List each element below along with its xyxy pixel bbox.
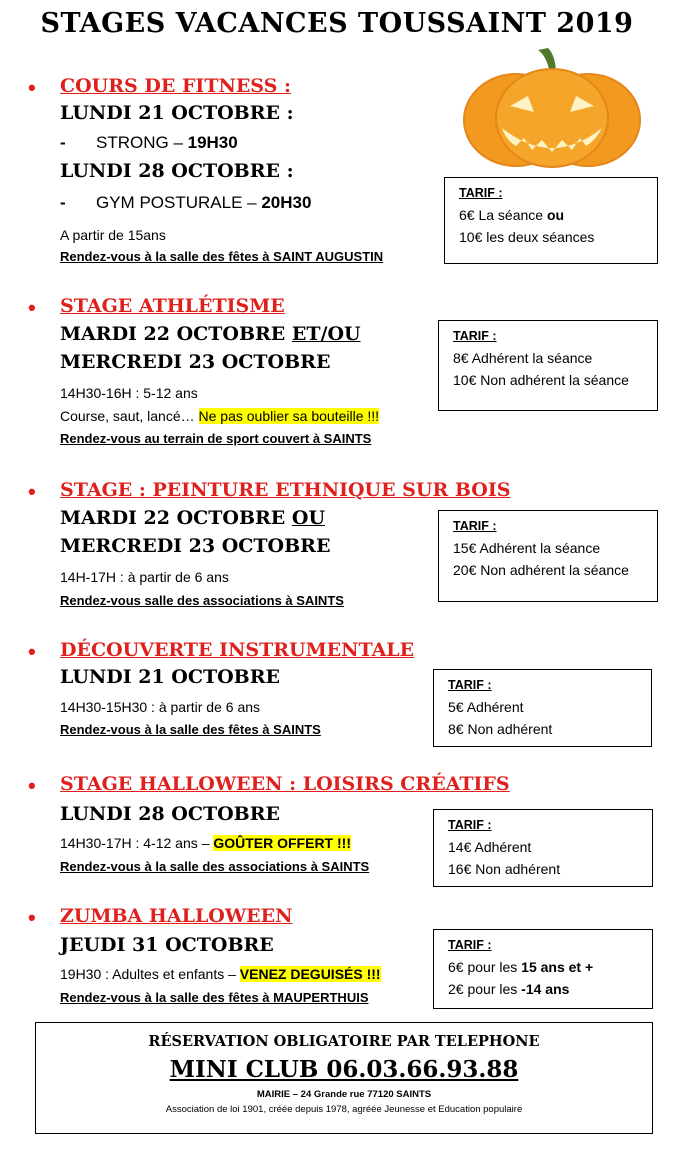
mairie-address: MAIRIE – 24 Grande rue 77120 SAINTS bbox=[256, 1089, 432, 1100]
mini-club-phone[interactable]: MINI CLUB 06.03.66.93.88 bbox=[169, 1056, 519, 1083]
fitness-item-strong: - STRONG – 19H30 bbox=[60, 133, 238, 152]
halloween-heading: STAGE HALLOWEEN : LOISIRS CRÉATIFS bbox=[60, 773, 510, 795]
instrumentale-tarif-box bbox=[433, 669, 652, 747]
bullet-icon: • bbox=[28, 479, 36, 504]
page-title: STAGES VACANCES TOUSSAINT 2019 bbox=[40, 8, 634, 39]
halloween-tarif-box bbox=[433, 809, 653, 887]
zumba-rdv: Rendez-vous à la salle des fêtes à MAUPERTHUIS bbox=[60, 990, 369, 1005]
tarif-line: 2€ pour les -14 ans bbox=[448, 981, 570, 997]
athletisme-heading: STAGE ATHLÉTISME bbox=[60, 295, 285, 317]
peinture-day2: MERCREDI 23 OCTOBRE bbox=[60, 535, 331, 557]
peinture-tarif-box bbox=[438, 510, 658, 602]
fitness-tarif-box bbox=[444, 177, 658, 264]
athletisme-day2: MERCREDI 23 OCTOBRE bbox=[60, 351, 331, 373]
tarif-title: TARIF : bbox=[459, 186, 503, 200]
tarif-line: 10€ Non adhérent la séance bbox=[453, 372, 629, 388]
tarif-title: TARIF : bbox=[448, 678, 492, 692]
bullet-icon: • bbox=[28, 295, 36, 320]
halloween-hours: 14H30-17H : 4-12 ans – GOÛTER OFFERT !!! bbox=[60, 835, 351, 851]
association-info: Association de loi 1901, créée depuis 1978, agréée Jeunesse et Education populaire bbox=[165, 1104, 523, 1115]
reservation-box bbox=[35, 1022, 653, 1134]
peinture-rdv: Rendez-vous salle des associations à SAINTS bbox=[60, 593, 344, 608]
tarif-title: TARIF : bbox=[448, 938, 492, 952]
fitness-day1: LUNDI 21 OCTOBRE : bbox=[60, 102, 294, 124]
tarif-line: 20€ Non adhérent la séance bbox=[453, 562, 629, 578]
instrumentale-hours: 14H30-15H30 : à partir de 6 ans bbox=[60, 699, 261, 715]
zumba-heading: ZUMBA HALLOWEEN bbox=[60, 905, 293, 927]
tarif-line: 8€ Adhérent la séance bbox=[453, 350, 593, 366]
fitness-rdv: Rendez-vous à la salle des fêtes à SAINT AUGUSTIN bbox=[60, 249, 384, 264]
halloween-rdv: Rendez-vous à la salle des associations à SAINTS bbox=[60, 859, 370, 874]
tarif-title: TARIF : bbox=[453, 329, 497, 343]
tarif-line: 8€ Non adhérent bbox=[448, 721, 553, 737]
peinture-hours: 14H-17H : à partir de 6 ans bbox=[60, 569, 229, 585]
zumba-day1: JEUDI 31 OCTOBRE bbox=[60, 934, 274, 956]
athletisme-tarif-box bbox=[438, 320, 658, 411]
bullet-icon: • bbox=[28, 773, 36, 798]
tarif-line: 5€ Adhérent bbox=[448, 699, 524, 715]
fitness-age: A partir de 15ans bbox=[60, 227, 166, 243]
bullet-icon: • bbox=[28, 75, 36, 100]
peinture-heading: STAGE : PEINTURE ETHNIQUE SUR BOIS bbox=[60, 479, 511, 501]
instrumentale-day1: LUNDI 21 OCTOBRE bbox=[60, 666, 280, 688]
instrumentale-heading: DÉCOUVERTE INSTRUMENTALE bbox=[60, 639, 415, 661]
tarif-line: 16€ Non adhérent bbox=[448, 861, 561, 877]
zumba-tarif-box bbox=[433, 929, 653, 1009]
tarif-line: 6€ pour les 15 ans et + bbox=[448, 959, 594, 975]
zumba-hours: 19H30 : Adultes et enfants – VENEZ DEGUISÉS !!! bbox=[60, 966, 381, 982]
bullet-icon: • bbox=[28, 639, 36, 664]
athletisme-rdv: Rendez-vous au terrain de sport couvert à SAINTS bbox=[60, 431, 372, 446]
fitness-item-gym: - GYM POSTURALE – 20H30 bbox=[60, 193, 312, 212]
tarif-title: TARIF : bbox=[448, 818, 492, 832]
athletisme-hours: 14H30-16H : 5-12 ans bbox=[60, 385, 198, 401]
instrumentale-rdv: Rendez-vous à la salle des fêtes à SAINTS bbox=[60, 722, 321, 737]
tarif-line: 10€ les deux séances bbox=[459, 229, 595, 245]
peinture-day1: MARDI 22 OCTOBRE OU bbox=[60, 507, 326, 529]
bullet-icon: • bbox=[28, 905, 36, 930]
halloween-day1: LUNDI 28 OCTOBRE bbox=[60, 803, 280, 825]
tarif-line: 14€ Adhérent bbox=[448, 839, 532, 855]
tarif-title: TARIF : bbox=[453, 519, 497, 533]
pumpkin-icon bbox=[458, 48, 646, 168]
tarif-line: 15€ Adhérent la séance bbox=[453, 540, 601, 556]
athletisme-desc: Course, saut, lancé… Ne pas oublier sa bouteille !!! bbox=[60, 408, 380, 424]
dash-icon: - bbox=[60, 133, 66, 152]
dash-icon: - bbox=[60, 193, 66, 212]
fitness-day2: LUNDI 28 OCTOBRE : bbox=[60, 160, 294, 182]
reservation-notice: RÉSERVATION OBLIGATOIRE PAR TELEPHONE bbox=[148, 1033, 540, 1050]
fitness-heading: COURS DE FITNESS : bbox=[60, 75, 291, 97]
athletisme-day1: MARDI 22 OCTOBRE ET/OU bbox=[60, 323, 361, 345]
tarif-line: 6€ La séance ou bbox=[459, 207, 565, 223]
